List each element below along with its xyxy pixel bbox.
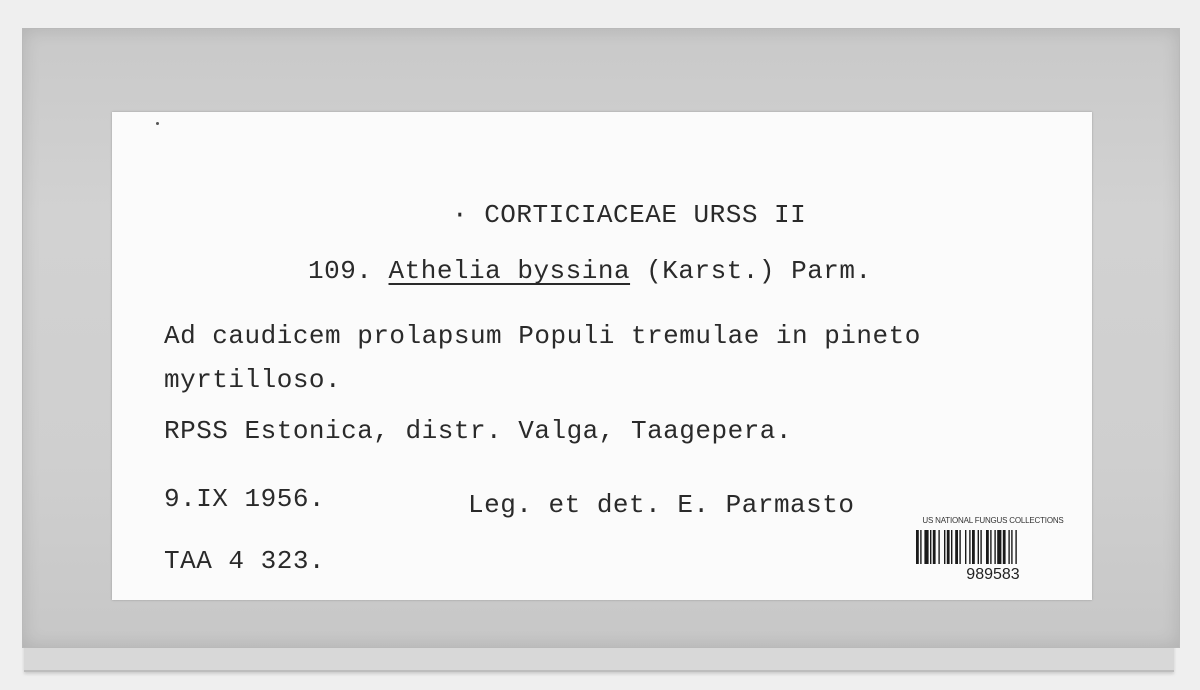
barcode-label <box>908 516 1078 588</box>
accession-number: TAA 4 323. <box>164 546 326 576</box>
barcode-image <box>916 530 1070 564</box>
species-authority: (Karst.) Parm. <box>630 256 872 286</box>
collector-text: Leg. et det. E. Parmasto <box>468 490 855 520</box>
label-title: · CORTICIACEAE URSS II <box>452 200 807 230</box>
barcode-number: 989583 <box>966 566 1020 583</box>
habitat-text: Ad caudicem prolapsum Populi tremulae in pineto myrtilloso. <box>164 321 921 395</box>
barcode-header: US NATIONAL FUNGUS COLLECTIONS <box>922 516 1064 525</box>
locality-text: RPSS Estonica, distr. Valga, Taagepera. <box>164 416 792 446</box>
collection-date: 9.IX 1956. <box>164 484 326 514</box>
species-name: Athelia byssina <box>388 256 631 286</box>
ink-dot <box>156 122 159 125</box>
species-number: 109. <box>308 256 389 286</box>
specimen-label <box>112 112 1092 600</box>
species-line <box>308 258 872 284</box>
